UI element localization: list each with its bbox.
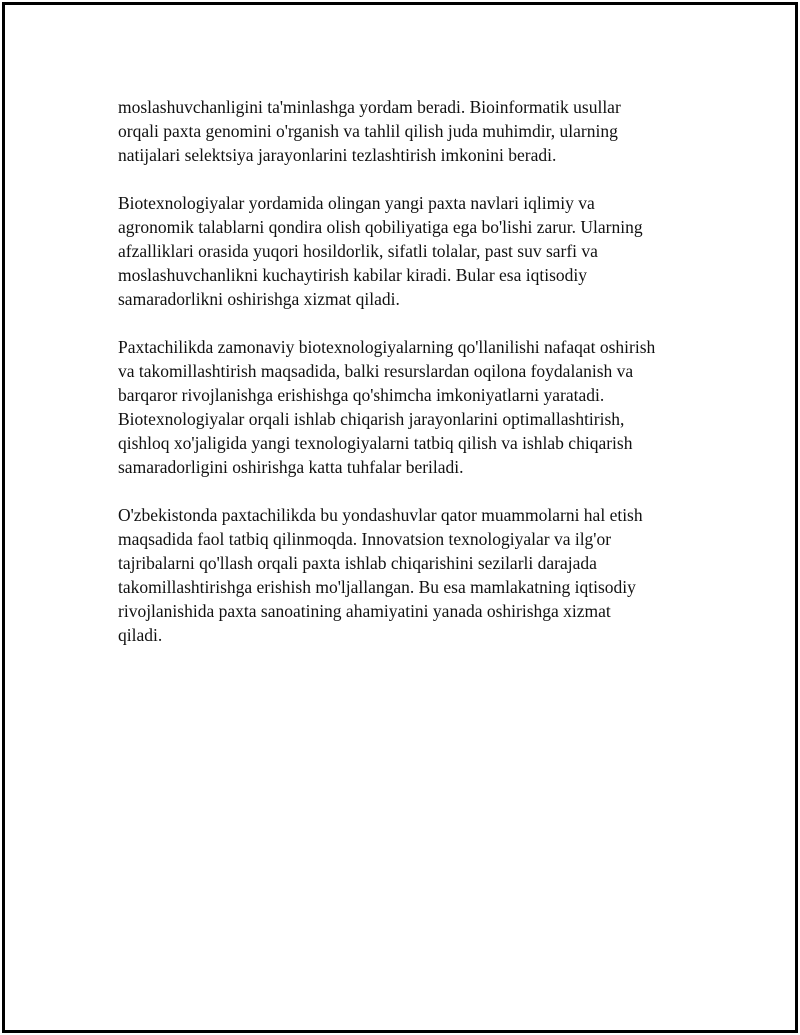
text-line: natijalari selektsiya jarayonlarini tezlashtirish imkonini beradi.	[118, 145, 557, 165]
text-line: maqsadida faol tatbiq qilinmoqda. Innovatsion texnologiyalar va ilg'or	[118, 529, 612, 549]
text-line: samaradorligini oshirishga katta tuhfalar beriladi.	[118, 457, 464, 477]
text-line: moslashuvchanlikni kuchaytirish kabilar kiradi. Bular esa iqtisodiy	[118, 265, 588, 285]
text-line: orqali paxta genomini o'rganish va tahlil qilish juda muhimdir, ularning	[118, 121, 618, 141]
paragraph-2	[118, 191, 698, 311]
text-line: moslashuvchanligini ta'minlashga yordam beradi. Bioinformatik usullar	[118, 97, 621, 117]
text-line: Paxtachilikda zamonaviy biotexnologiyalarning qo'llanilishi nafaqat oshirish	[118, 337, 656, 357]
paragraph-4	[118, 503, 698, 647]
text-line: samaradorlikni oshirishga xizmat qiladi.	[118, 289, 400, 309]
text-line: rivojlanishida paxta sanoatining ahamiyatini yanada oshirishga xizmat	[118, 601, 611, 621]
text-line: barqaror rivojlanishga erishishga qo'shimcha imkoniyatlarni yaratadi.	[118, 385, 605, 405]
text-line: Biotexnologiyalar yordamida olingan yangi paxta navlari iqlimiy va	[118, 193, 595, 213]
document-page	[2, 2, 798, 1033]
text-line: Biotexnologiyalar orqali ishlab chiqarish jarayonlarini optimallashtirish,	[118, 409, 625, 429]
text-line: agronomik talablarni qondira olish qobiliyatiga ega bo'lishi zarur. Ularning	[118, 217, 643, 237]
paragraph-1	[118, 95, 698, 167]
text-line: takomillashtirishga erishish mo'ljallangan. Bu esa mamlakatning iqtisodiy	[118, 577, 636, 597]
text-line: O'zbekistonda paxtachilikda bu yondashuvlar qator muammolarni hal etish	[118, 505, 643, 525]
text-line: va takomillashtirish maqsadida, balki resurslardan oqilona foydalanish va	[118, 361, 634, 381]
text-line: qiladi.	[118, 625, 163, 645]
document-body	[118, 95, 698, 671]
paragraph-3	[118, 335, 698, 479]
text-line: tajribalarni qo'llash orqali paxta ishlab chiqarishini sezilarli darajada	[118, 553, 597, 573]
text-line: afzalliklari orasida yuqori hosildorlik, sifatli tolalar, past suv sarfi va	[118, 241, 598, 261]
text-line: qishloq xo'jaligida yangi texnologiyalarni tatbiq qilish va ishlab chiqarish	[118, 433, 633, 453]
